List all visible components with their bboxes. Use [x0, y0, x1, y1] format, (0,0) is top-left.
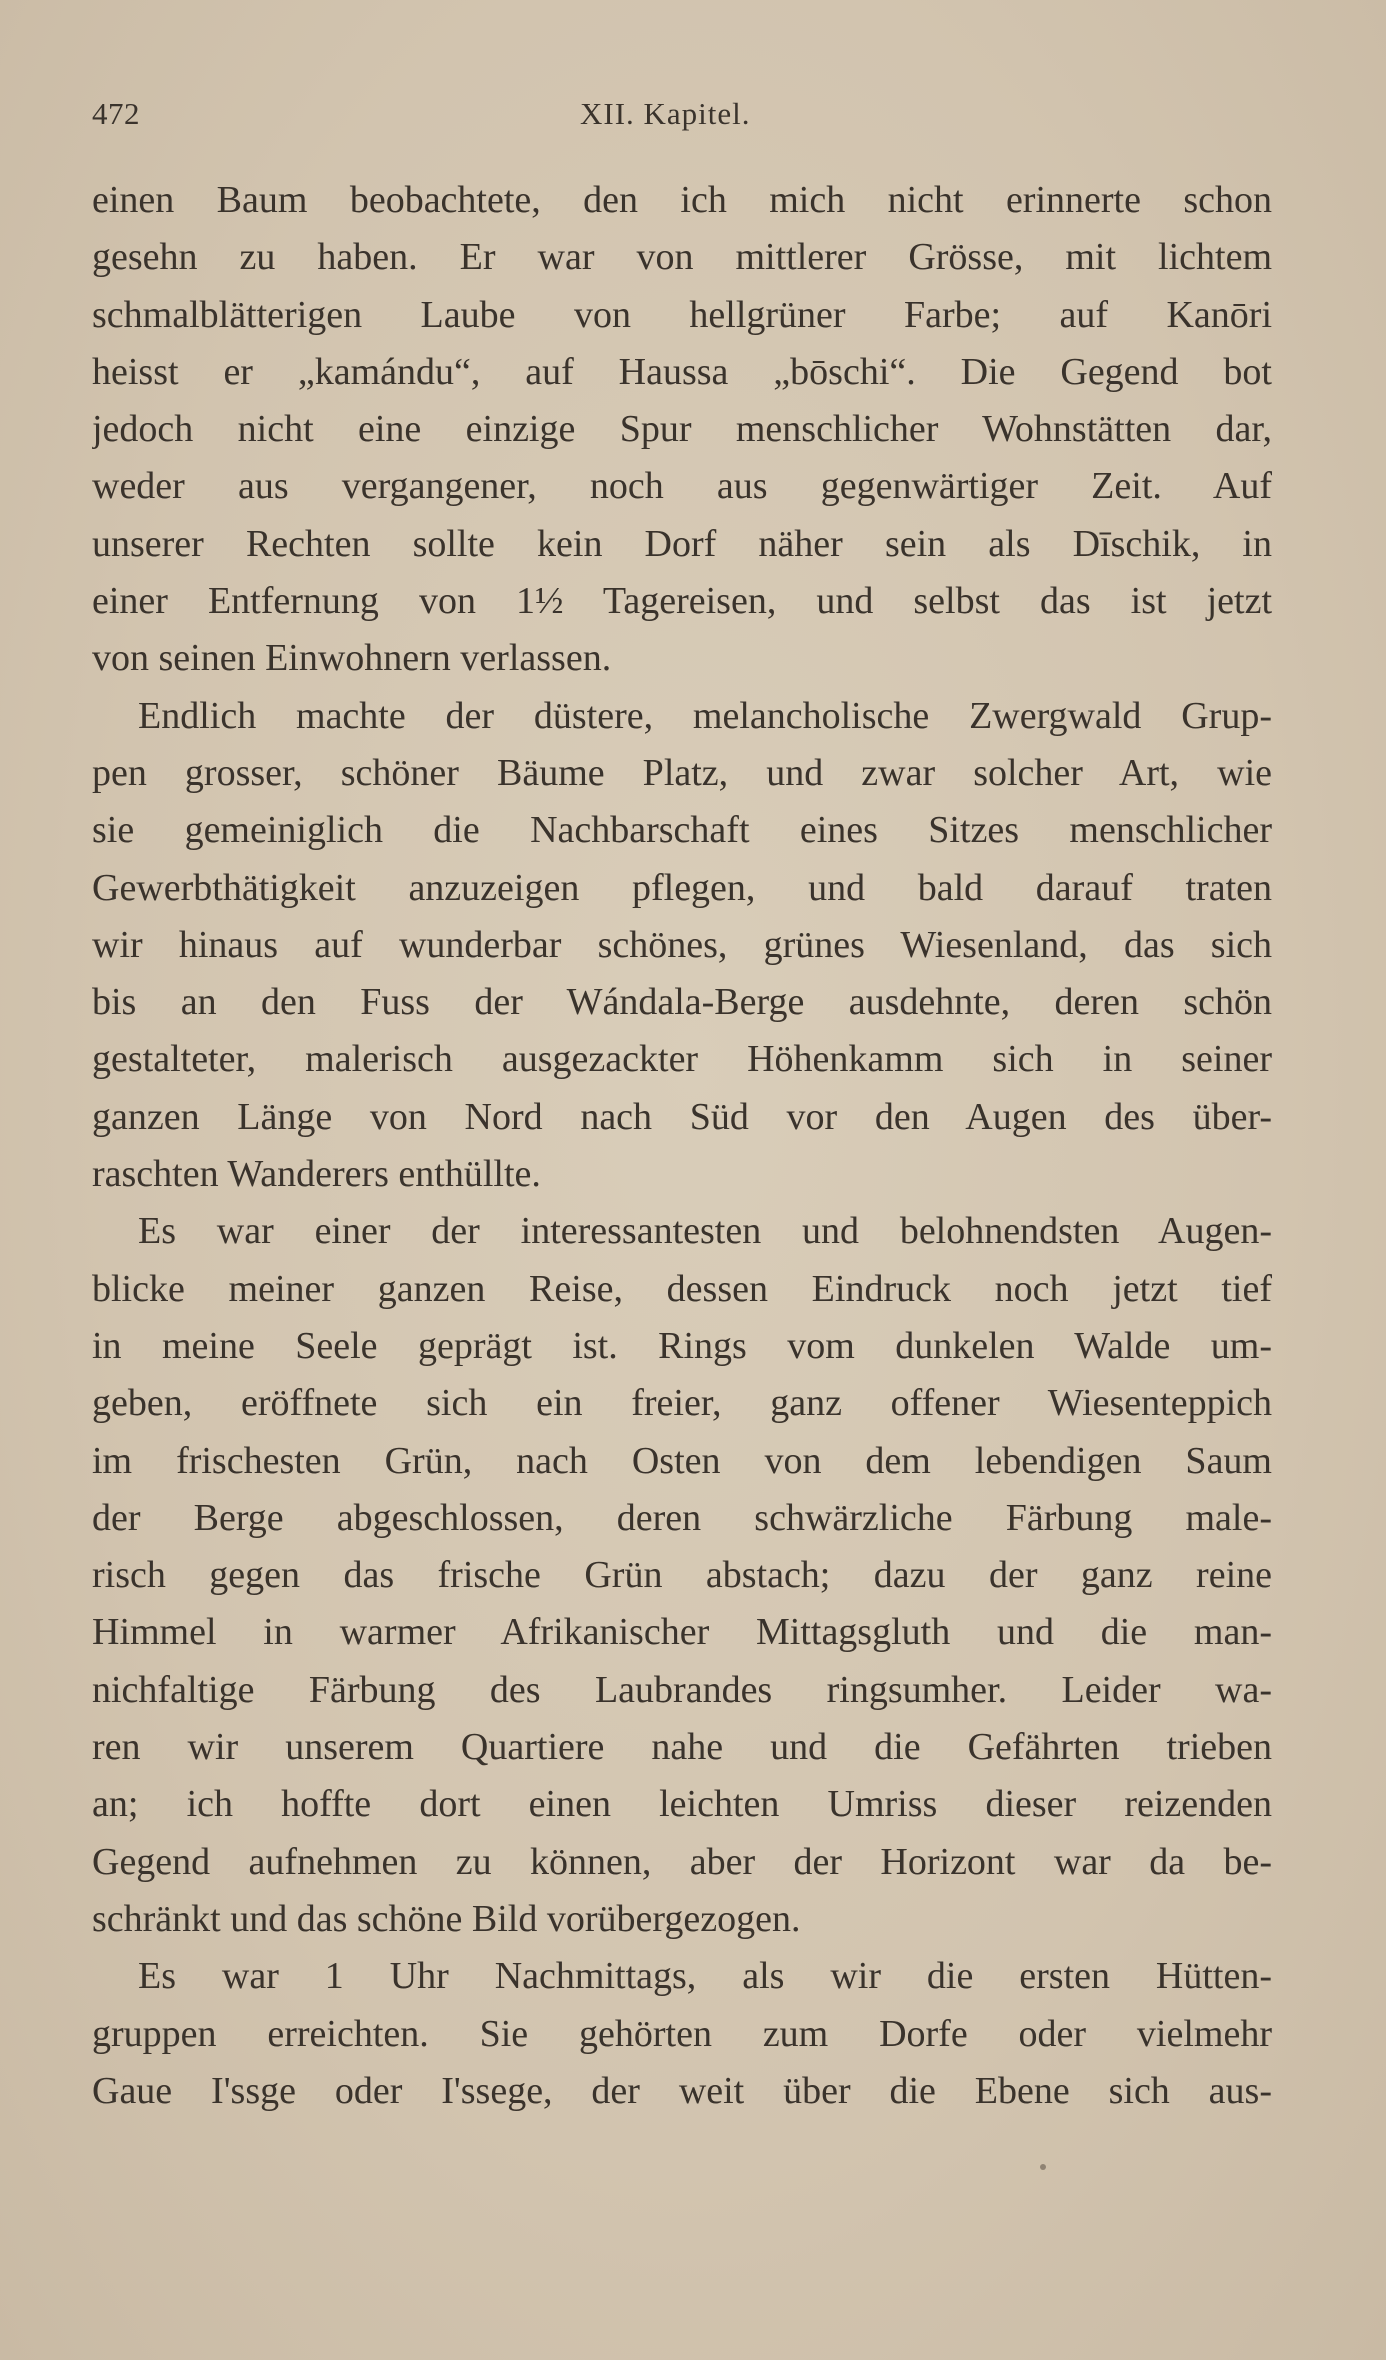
text-line: wir hinaus auf wunderbar schönes, grünes Wiesenland, das sich	[92, 923, 1272, 966]
text-line: Himmel in warmer Afrikanischer Mittagsgluth und die man-	[92, 1611, 1272, 1654]
text-line: Gewerbthätigkeit anzuzeigen pflegen, und bald darauf traten	[92, 866, 1272, 909]
paragraph	[92, 172, 1272, 688]
text-line: pen grosser, schöner Bäume Platz, und zwar solcher Art, wie	[92, 751, 1272, 794]
paper-speck	[1040, 2164, 1046, 2170]
paragraph	[92, 1948, 1272, 2120]
text-line: schränkt und das schöne Bild vorübergezogen.	[92, 1897, 801, 1940]
text-line: Es war 1 Uhr Nachmittags, als wir die ersten Hütten-	[138, 1955, 1272, 1998]
text-line: einen Baum beobachtete, den ich mich nicht erinnerte schon	[92, 179, 1272, 221]
text-line: im frischesten Grün, nach Osten von dem lebendigen Saum	[92, 1439, 1272, 1482]
text-line: weder aus vergangener, noch aus gegenwärtiger Zeit. Auf	[92, 465, 1272, 508]
text-line: der Berge abgeschlossen, deren schwärzliche Färbung male-	[92, 1496, 1272, 1539]
paragraph	[92, 1203, 1272, 1948]
text-line: raschten Wanderers enthüllte.	[92, 1153, 541, 1196]
text-line: Gegend aufnehmen zu können, aber der Horizont war da be-	[92, 1840, 1272, 1883]
page-header	[92, 96, 1272, 146]
text-line: ganzen Länge von Nord nach Süd vor den Augen des über-	[92, 1095, 1272, 1138]
text-line: risch gegen das frische Grün abstach; dazu der ganz reine	[92, 1554, 1272, 1597]
text-line: Es war einer der interessantesten und belohnendsten Augen-	[138, 1210, 1272, 1253]
text-line: gesehn zu haben. Er war von mittlerer Grösse, mit lichtem	[92, 236, 1272, 279]
text-line: in meine Seele geprägt ist. Rings vom dunkelen Walde um-	[92, 1324, 1272, 1367]
text-line: einer Entfernung von 1½ Tagereisen, und selbst das ist jetzt	[92, 580, 1272, 623]
body-text	[92, 172, 1272, 2120]
page-number: 472	[92, 96, 140, 131]
text-line: unserer Rechten sollte kein Dorf näher sein als Dīschik, in	[92, 522, 1272, 565]
text-line: heisst er „kamándu“, auf Haussa „bōschi“. Die Gegend bot	[92, 350, 1272, 393]
text-line: nichfaltige Färbung des Laubrandes ringsumher. Leider wa-	[92, 1668, 1272, 1711]
text-line: an; ich hoffte dort einen leichten Umriss dieser reizenden	[92, 1783, 1272, 1826]
text-line: Endlich machte der düstere, melancholische Zwergwald Grup-	[138, 694, 1272, 737]
text-line: ren wir unserem Quartiere nahe und die Gefährten trieben	[92, 1726, 1272, 1769]
text-line: schmalblätterigen Laube von hellgrüner Farbe; auf Kanōri	[92, 293, 1272, 336]
text-line: bis an den Fuss der Wándala-Berge ausdehnte, deren schön	[92, 981, 1272, 1024]
running-head: XII. Kapitel.	[580, 96, 751, 131]
text-line: gestalteter, malerisch ausgezackter Höhenkamm sich in seiner	[92, 1038, 1272, 1081]
text-line: geben, eröffnete sich ein freier, ganz offener Wiesenteppich	[92, 1382, 1272, 1425]
text-line: Gaue I'ssge oder I'ssege, der weit über die Ebene sich aus-	[92, 2069, 1272, 2112]
text-line: blicke meiner ganzen Reise, dessen Eindruck noch jetzt tief	[92, 1267, 1272, 1310]
paragraph	[92, 688, 1272, 1204]
text-line: gruppen erreichten. Sie gehörten zum Dorfe oder vielmehr	[92, 2012, 1272, 2055]
text-line: von seinen Einwohnern verlassen.	[92, 637, 612, 680]
text-line: sie gemeiniglich die Nachbarschaft eines Sitzes menschlicher	[92, 809, 1272, 852]
text-line: jedoch nicht eine einzige Spur menschlicher Wohnstätten dar,	[92, 408, 1272, 451]
